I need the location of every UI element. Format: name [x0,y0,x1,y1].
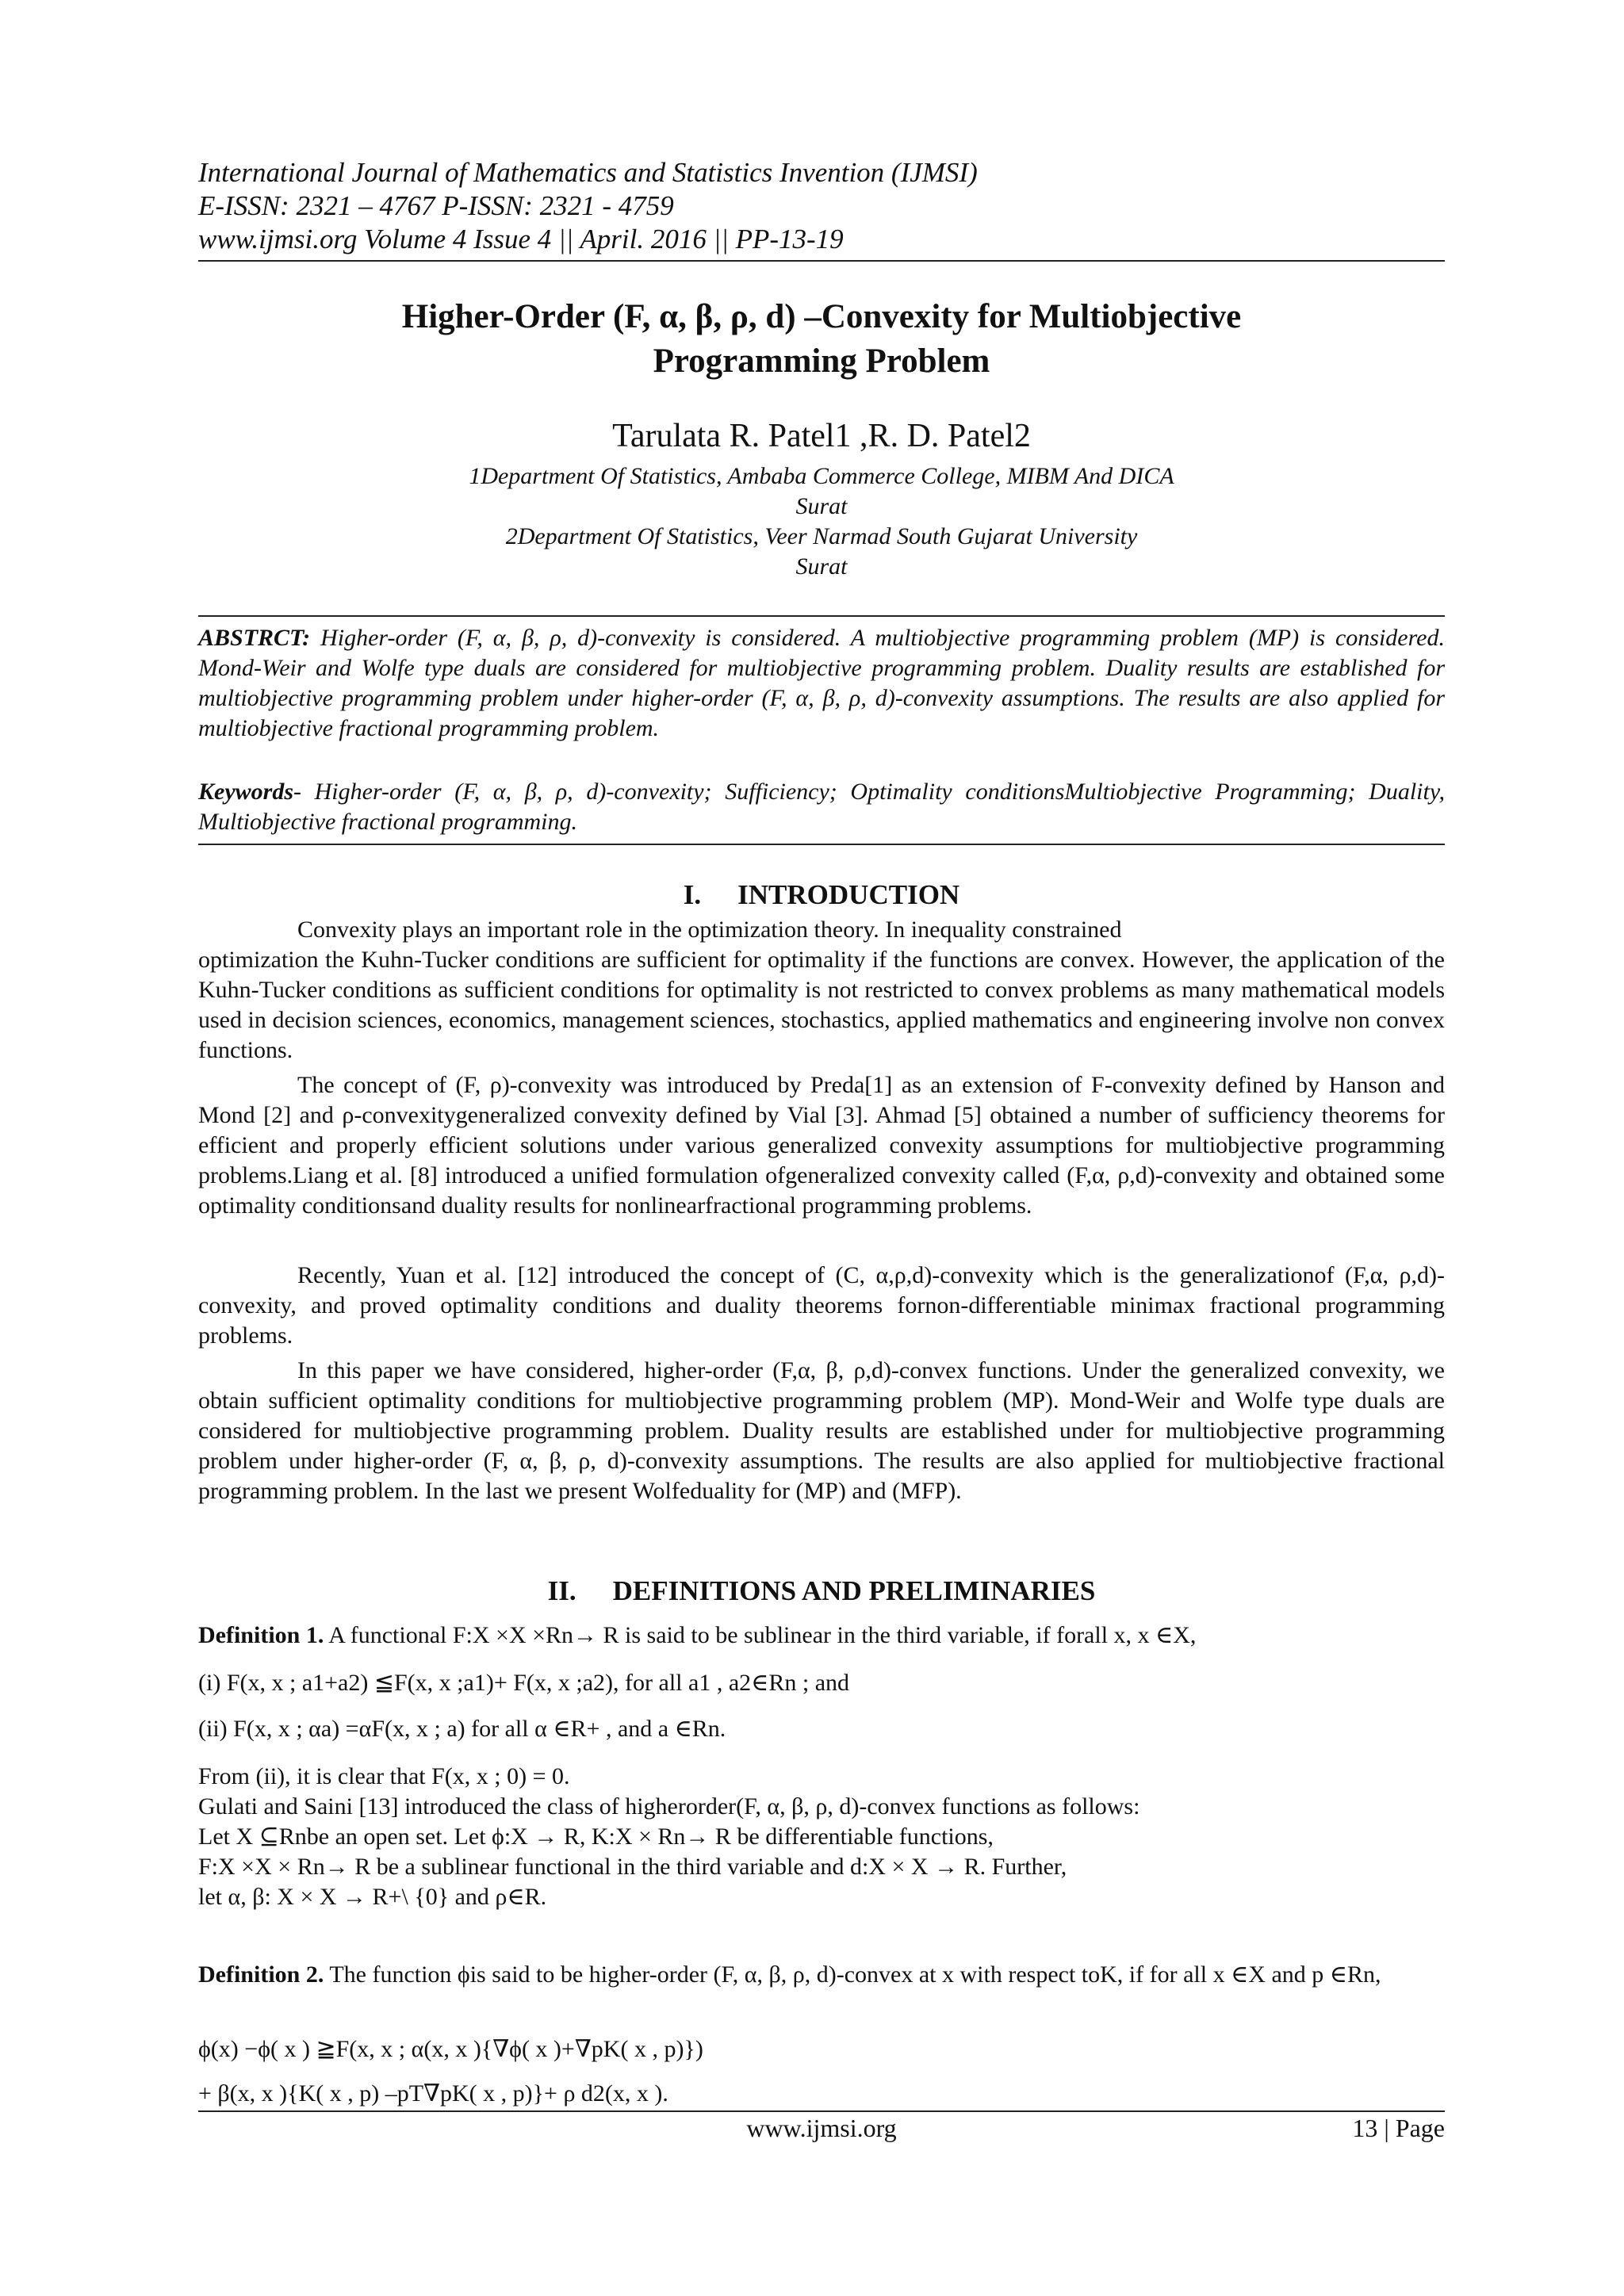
journal-issn: E-ISSN: 2321 – 4767 P-ISSN: 2321 - 4759 [198,190,674,221]
section-number: I. [683,879,702,910]
equation-line-1: ϕ(x) −ϕ( x ) ≧F(x, x ; α(x, x ){∇ϕ( x )+∇pK( x , p)}) [198,2036,703,2062]
abstract-text: Higher-order (F, α, β, ρ, d)-convexity is considered. A multiobjective programming problem (MP) is considered. Mond-Weir and Wolfe type duals are considered for multiobjective programming problem. Duality results are established for multiobjective programming problem under higher-order (F, α, β, ρ, d)-convexity assumptions. The results are also applied for multiobjective fractional programming problem. [198,625,1446,741]
definition-2-text: The function ϕis said to be higher-order (F, α, β, ρ, d)-convex at x with respect toK, if for all x ∈X and p ∈Rn, [329,1961,1381,1988]
journal-volume: www.ijmsi.org Volume 4 Issue 4 || April. 2016 || PP-13-19 [198,224,844,254]
paper-title-line2: Programming Problem [653,342,990,380]
intro-paragraph-4: In this paper we have considered, higher-order (F,α, β, ρ,d)-convex functions. Under the generalized convexity, we obtain sufficient optimality conditions for multiobjective programming problem (MP). Mond-Weir and Wolfe type duals are considered for multiobjective programming problem. Duality results are established under for multiobjective programming problem under higher-order (F, α, β, ρ, d)-convexity assumptions. The results are also applied for multiobjective fractional programming problem. In the last we present Wolfeduality for (MP) and (MFP). [198,1357,1445,1504]
keywords-label: Keywords [198,779,293,805]
header-rule [198,260,1445,262]
definition-1-condition-ii: (ii) F(x, x ; αa) =αF(x, x ; a) for all α ∈R+ , and a ∈Rn. [198,1716,726,1742]
footer-url: www.ijmsi.org [746,2114,897,2142]
paper-authors: Tarulata R. Patel1 ,R. D. Patel2 [612,418,1031,454]
keywords-bottom-rule [198,844,1445,845]
section-heading-introduction [198,878,1445,912]
intro-first-line: Convexity plays an important role in the optimization theory. In inequality constrained [297,916,1122,943]
abstract-label: ABSTRCT: [198,625,311,651]
abstract-top-rule [198,615,1445,617]
intro-paragraph-1: optimization the Kuhn-Tucker conditions are sufficient for optimality if the functions are convex. However, the application of the Kuhn-Tucker conditions as sufficient conditions for optimality is not restricted to convex problems as many mathematical models used in decision sciences, economics, management sciences, stochastics, applied mathematics and engineering involve non convex functions. [198,947,1445,1063]
gulati-line-1: Gulati and Saini [13] introduced the class of higherorder(F, α, β, ρ, d)-convex functions as follows: [198,1793,1140,1820]
affiliation-2: 2Department Of Statistics, Veer Narmad South Gujarat University [505,523,1138,549]
section-number: II. [547,1575,576,1606]
definition-1-text: A functional F:X ×X ×Rn→ R is said to be sublinear in the third variable, if forall x, x ∈X, [328,1622,1197,1648]
definition-2-label: Definition 2. [198,1961,324,1988]
intro-paragraph-2: The concept of (F, ρ)-convexity was introduced by Preda[1] as an extension of F-convexity defined by Hanson and Mond [2] and ρ-convexitygeneralized convexity defined by Vial [3]. Ahmad [5] obtained a number of sufficiency theorems for efficient and properly efficient solutions under various generalized convexity assumptions for multiobjective programming problems.Liang et al. [8] introduced a unified formulation ofgeneralized convexity called (F,α, ρ,d)-convexity and obtained some optimality conditionsand duality results for nonlinearfractional programming problems. [198,1072,1445,1219]
definition-1 [198,1621,1445,1651]
gulati-line-3: F:X ×X × Rn→ R be a sublinear functional in the third variable and d:X × X → R. Further, [198,1854,1067,1880]
keywords-text: - Higher-order (F, α, β, ρ, d)-convexity; Sufficiency; Optimality conditionsMultiobjective Programming; Duality, Multiobjective fractional programming. [198,779,1445,835]
paper-title-line1: Higher-Order (F, α, β, ρ, d) –Convexity for Multiobjective [401,298,1242,335]
gulati-line-2: Let X ⊆Rnbe an open set. Let ϕ:X → R, K:X × Rn→ R be differentiable functions, [198,1823,994,1850]
definition-1-label: Definition 1. [198,1622,324,1648]
definition-1-remark: From (ii), it is clear that F(x, x ; 0) = 0. [198,1763,570,1789]
section-heading-definitions [198,1575,1445,1608]
affiliation-1: 1Department Of Statistics, Ambaba Commerce College, MIBM And DICA [469,463,1174,489]
intro-paragraph-3: Recently, Yuan et al. [12] introduced the concept of (C, α,ρ,d)-convexity which is the generalizationof (F,α, ρ,d)-convexity, and proved optimality conditions and duality theorems fornon-differentiable minimax fractional programming problems. [198,1262,1445,1349]
section-title: DEFINITIONS AND PRELIMINARIES [612,1575,1096,1606]
affiliation-2-city: Surat [795,553,848,580]
abstract [198,623,1445,744]
definition-2 [198,1960,1445,1990]
definition-1-condition-i: (i) F(x, x ; a1+a2) ≦F(x, x ;a1)+ F(x, x ;a2), for all a1 , a2∈Rn ; and [198,1670,850,1696]
journal-name: International Journal of Mathematics and Statistics Invention (IJMSI) [198,157,978,188]
gulati-line-4: let α, β: X × X → R+\ {0} and ρ∈R. [198,1884,547,1910]
equation-line-2: + β(x, x ){K( x , p) –pT∇pK( x , p)}+ ρ d2(x, x ). [198,2080,668,2107]
affiliation-1-city: Surat [795,493,848,519]
footer-page-number: 13 | Page [1352,2114,1445,2142]
section-title: INTRODUCTION [737,879,960,910]
keywords [198,777,1445,837]
